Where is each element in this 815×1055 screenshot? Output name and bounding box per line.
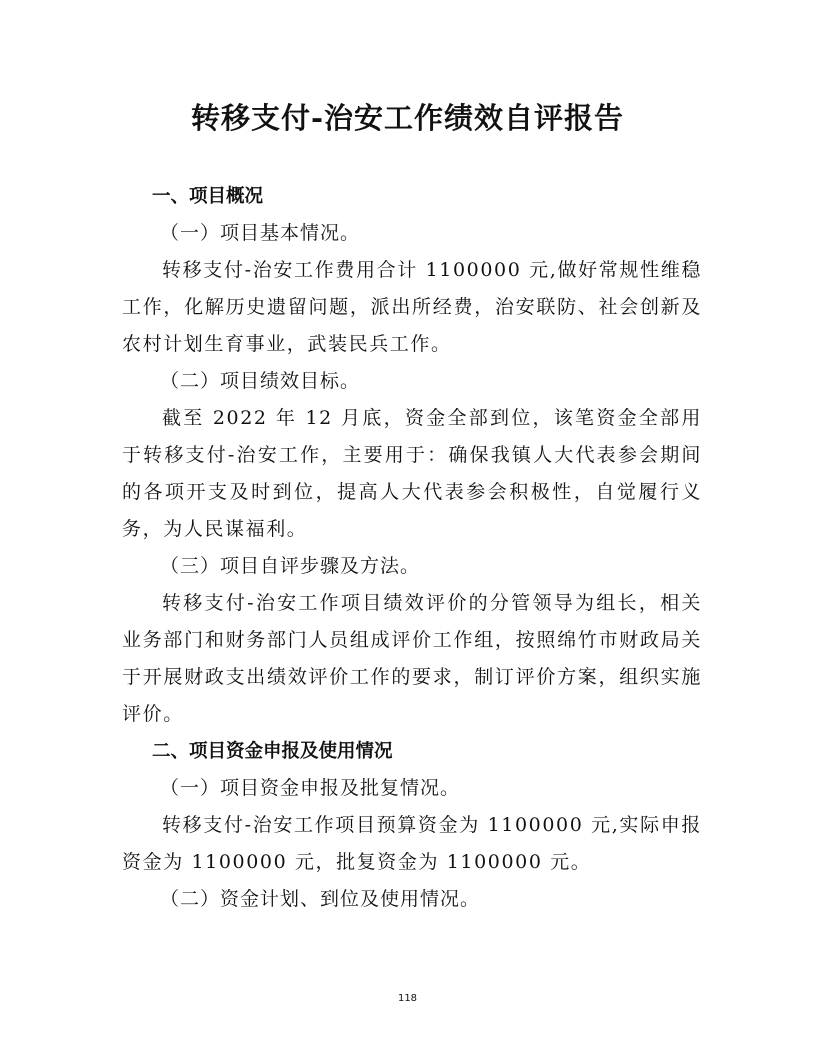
paragraph-funding-approval: 转移支付-治安工作项目预算资金为 1100000 元,实际申报资金为 1100000 元，批复资金为 1100000 元。 [122, 814, 702, 873]
document-title: 转移支付-治安工作绩效自评报告 [190, 101, 625, 135]
paragraph-evaluation-method: 转移支付-治安工作项目绩效评价的分管领导为组长，相关业务部门和财务部门人员组成评价工作组，按照绵竹市财政局关于开展财政支出绩效评价工作的要求，制订评价方案，组织实施评价。 [122, 592, 702, 725]
subsection-heading-performance-goal: （二）项目绩效目标。 [160, 370, 361, 392]
subsection-heading-funding-usage: （二）资金计划、到位及使用情况。 [160, 888, 481, 910]
page-number: 118 [397, 993, 418, 1004]
section-heading-overview: 一、项目概况 [152, 186, 264, 207]
section-heading-funding: 二、项目资金申报及使用情况 [152, 741, 393, 762]
document-body [122, 178, 702, 918]
subsection-heading-funding-approval: （一）项目资金申报及批复情况。 [160, 777, 461, 799]
subsection-heading-basic-info: （一）项目基本情况。 [160, 222, 361, 244]
paragraph-performance-goal: 截至 2022 年 12 月底，资金全部到位，该笔资金全部用于转移支付-治安工作，主要用于：确保我镇人大代表参会期间的各项开支及时到位，提高人大代表参会积极性，自觉履行义务，为人民谋福利。 [122, 407, 702, 540]
paragraph-basic-info: 转移支付-治安工作费用合计 1100000 元,做好常规性维稳工作，化解历史遗留问题，派出所经费，治安联防、社会创新及农村计划生育事业，武装民兵工作。 [122, 259, 702, 355]
subsection-heading-evaluation-method: （三）项目自评步骤及方法。 [160, 555, 421, 577]
